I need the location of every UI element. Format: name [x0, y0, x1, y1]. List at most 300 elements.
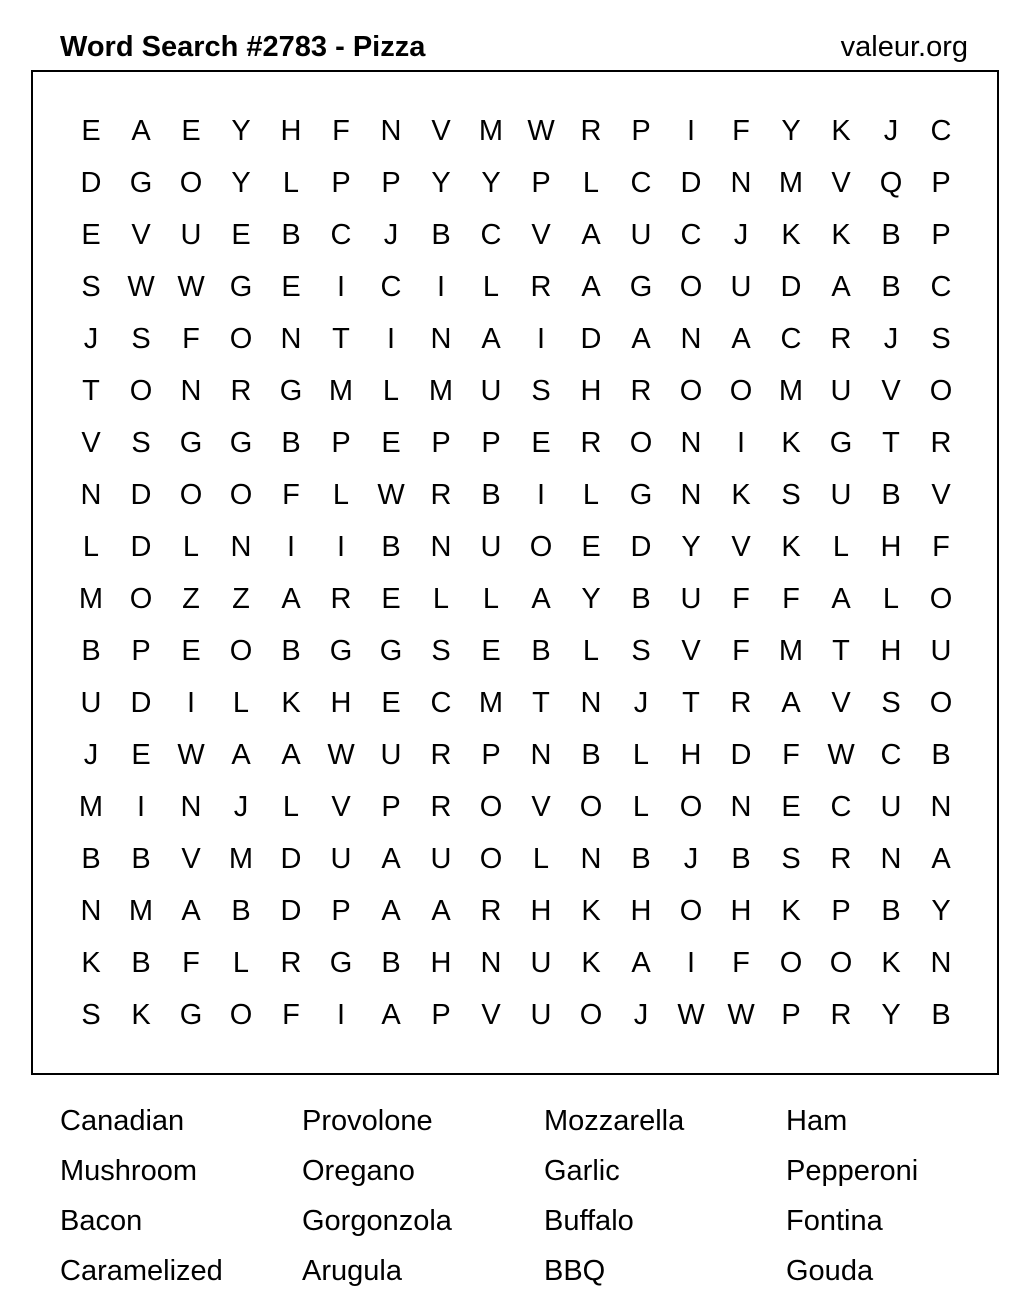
grid-letter[interactable]: V — [431, 115, 451, 147]
grid-letter[interactable]: S — [131, 323, 151, 355]
grid-letter[interactable]: O — [929, 583, 953, 615]
grid-letter[interactable]: R — [730, 687, 752, 719]
grid-letter[interactable]: H — [580, 375, 602, 407]
grid-letter[interactable]: S — [81, 999, 101, 1031]
grid-letter[interactable]: R — [830, 843, 852, 875]
grid-letter[interactable]: M — [128, 895, 154, 927]
grid-letter[interactable]: U — [430, 843, 452, 875]
grid-letter[interactable]: G — [229, 427, 253, 459]
grid-letter[interactable]: T — [832, 635, 850, 667]
grid-letter[interactable]: N — [180, 791, 202, 823]
grid-letter[interactable]: L — [432, 583, 450, 615]
grid-letter[interactable]: R — [280, 947, 302, 979]
grid-letter[interactable]: L — [232, 687, 250, 719]
grid-letter[interactable]: N — [430, 531, 452, 563]
grid-letter[interactable]: K — [781, 895, 801, 927]
grid-letter[interactable]: M — [478, 687, 504, 719]
grid-letter[interactable]: V — [881, 375, 901, 407]
grid-letter[interactable]: I — [136, 791, 146, 823]
grid-letter[interactable]: N — [480, 947, 502, 979]
grid-letter[interactable]: L — [582, 635, 600, 667]
grid-letter[interactable]: E — [481, 635, 501, 667]
grid-letter[interactable]: J — [383, 219, 399, 251]
grid-letter[interactable]: A — [831, 271, 851, 303]
grid-letter[interactable]: O — [229, 635, 253, 667]
grid-letter[interactable]: R — [330, 583, 352, 615]
grid-letter[interactable]: A — [281, 739, 301, 771]
grid-letter[interactable]: L — [882, 583, 900, 615]
grid-letter[interactable]: C — [630, 167, 652, 199]
grid-letter[interactable]: P — [381, 167, 401, 199]
grid-letter[interactable]: M — [778, 167, 804, 199]
grid-letter[interactable]: K — [581, 947, 601, 979]
grid-letter[interactable]: G — [229, 271, 253, 303]
grid-letter[interactable]: R — [580, 115, 602, 147]
grid-letter[interactable]: H — [330, 687, 352, 719]
grid-letter[interactable]: N — [530, 739, 552, 771]
grid-letter[interactable]: V — [831, 167, 851, 199]
grid-letter[interactable]: B — [381, 947, 401, 979]
grid-letter[interactable]: L — [632, 739, 650, 771]
grid-letter[interactable]: E — [581, 531, 601, 563]
grid-letter[interactable]: A — [581, 271, 601, 303]
grid-letter[interactable]: C — [480, 219, 502, 251]
grid-letter[interactable]: A — [731, 323, 751, 355]
grid-letter[interactable]: S — [781, 479, 801, 511]
grid-letter[interactable]: A — [481, 323, 501, 355]
grid-letter[interactable]: J — [83, 739, 99, 771]
grid-letter[interactable]: J — [233, 791, 249, 823]
grid-letter[interactable]: N — [880, 843, 902, 875]
grid-letter[interactable]: L — [582, 479, 600, 511]
grid-letter[interactable]: L — [482, 583, 500, 615]
grid-letter[interactable]: S — [531, 375, 551, 407]
grid-letter[interactable]: O — [129, 375, 153, 407]
grid-letter[interactable]: K — [731, 479, 751, 511]
grid-letter[interactable]: K — [581, 895, 601, 927]
grid-letter[interactable]: B — [881, 271, 901, 303]
grid-letter[interactable]: B — [931, 999, 951, 1031]
grid-letter[interactable]: L — [332, 479, 350, 511]
grid-letter[interactable]: D — [130, 479, 152, 511]
grid-letter[interactable]: W — [827, 739, 855, 771]
grid-letter[interactable]: D — [80, 167, 102, 199]
grid-letter[interactable]: B — [731, 843, 751, 875]
grid-letter[interactable]: O — [579, 791, 603, 823]
grid-letter[interactable]: E — [231, 219, 251, 251]
grid-letter[interactable]: M — [228, 843, 254, 875]
grid-letter[interactable]: R — [830, 323, 852, 355]
grid-letter[interactable]: N — [680, 427, 702, 459]
grid-letter[interactable]: H — [680, 739, 702, 771]
grid-letter[interactable]: Y — [681, 531, 701, 563]
grid-letter[interactable]: U — [380, 739, 402, 771]
grid-letter[interactable]: P — [331, 427, 351, 459]
grid-letter[interactable]: L — [282, 791, 300, 823]
grid-letter[interactable]: D — [280, 895, 302, 927]
grid-letter[interactable]: V — [931, 479, 951, 511]
grid-letter[interactable]: D — [280, 843, 302, 875]
grid-letter[interactable]: U — [530, 999, 552, 1031]
grid-letter[interactable]: N — [180, 375, 202, 407]
grid-letter[interactable]: O — [229, 479, 253, 511]
grid-letter[interactable]: I — [336, 531, 346, 563]
grid-letter[interactable]: G — [829, 427, 853, 459]
grid-letter[interactable]: C — [330, 219, 352, 251]
grid-letter[interactable]: P — [531, 167, 551, 199]
grid-letter[interactable]: U — [330, 843, 352, 875]
grid-letter[interactable]: C — [930, 271, 952, 303]
grid-letter[interactable]: F — [282, 479, 300, 511]
grid-letter[interactable]: A — [431, 895, 451, 927]
grid-letter[interactable]: P — [631, 115, 651, 147]
grid-letter[interactable]: N — [380, 115, 402, 147]
grid-letter[interactable]: F — [782, 739, 800, 771]
grid-letter[interactable]: N — [680, 323, 702, 355]
grid-letter[interactable]: Y — [481, 167, 501, 199]
grid-letter[interactable]: G — [329, 947, 353, 979]
grid-letter[interactable]: O — [929, 375, 953, 407]
grid-letter[interactable]: K — [781, 531, 801, 563]
grid-letter[interactable]: V — [81, 427, 101, 459]
grid-letter[interactable]: B — [481, 479, 501, 511]
grid-letter[interactable]: F — [732, 583, 750, 615]
grid-letter[interactable]: J — [83, 323, 99, 355]
grid-letter[interactable]: R — [930, 427, 952, 459]
grid-letter[interactable]: E — [781, 791, 801, 823]
grid-letter[interactable]: N — [730, 167, 752, 199]
grid-letter[interactable]: P — [931, 167, 951, 199]
grid-letter[interactable]: N — [230, 531, 252, 563]
grid-letter[interactable]: L — [182, 531, 200, 563]
grid-letter[interactable]: L — [482, 271, 500, 303]
grid-letter[interactable]: W — [127, 271, 155, 303]
grid-letter[interactable]: V — [481, 999, 501, 1031]
grid-letter[interactable]: B — [881, 219, 901, 251]
grid-letter[interactable]: V — [731, 531, 751, 563]
grid-letter[interactable]: E — [181, 115, 201, 147]
grid-letter[interactable]: E — [381, 427, 401, 459]
grid-letter[interactable]: R — [580, 427, 602, 459]
grid-letter[interactable]: S — [431, 635, 451, 667]
grid-letter[interactable]: A — [631, 323, 651, 355]
grid-letter[interactable]: T — [682, 687, 700, 719]
grid-letter[interactable]: J — [883, 323, 899, 355]
grid-letter[interactable]: B — [531, 635, 551, 667]
grid-letter[interactable]: C — [680, 219, 702, 251]
grid-letter[interactable]: V — [131, 219, 151, 251]
grid-letter[interactable]: K — [281, 687, 301, 719]
grid-letter[interactable]: P — [481, 427, 501, 459]
grid-letter[interactable]: D — [730, 739, 752, 771]
grid-letter[interactable]: I — [186, 687, 196, 719]
grid-letter[interactable]: A — [531, 583, 551, 615]
grid-letter[interactable]: A — [131, 115, 151, 147]
grid-letter[interactable]: H — [880, 635, 902, 667]
grid-letter[interactable]: E — [381, 687, 401, 719]
grid-letter[interactable]: V — [531, 219, 551, 251]
grid-letter[interactable]: M — [78, 583, 104, 615]
grid-letter[interactable]: L — [582, 167, 600, 199]
grid-letter[interactable]: I — [736, 427, 746, 459]
grid-letter[interactable]: L — [532, 843, 550, 875]
grid-letter[interactable]: H — [530, 895, 552, 927]
grid-letter[interactable]: Y — [931, 895, 951, 927]
grid-letter[interactable]: D — [580, 323, 602, 355]
grid-letter[interactable]: D — [780, 271, 802, 303]
grid-letter[interactable]: B — [281, 219, 301, 251]
grid-letter[interactable]: F — [182, 323, 200, 355]
grid-letter[interactable]: V — [681, 635, 701, 667]
grid-letter[interactable]: M — [778, 375, 804, 407]
grid-letter[interactable]: O — [479, 791, 503, 823]
grid-letter[interactable]: A — [281, 583, 301, 615]
grid-letter[interactable]: B — [631, 843, 651, 875]
grid-letter[interactable]: D — [130, 687, 152, 719]
grid-letter[interactable]: F — [782, 583, 800, 615]
grid-letter[interactable]: O — [229, 323, 253, 355]
grid-letter[interactable]: Y — [231, 115, 251, 147]
grid-letter[interactable]: F — [732, 947, 750, 979]
grid-letter[interactable]: Y — [781, 115, 801, 147]
grid-letter[interactable]: S — [131, 427, 151, 459]
grid-letter[interactable]: W — [327, 739, 355, 771]
grid-letter[interactable]: B — [431, 219, 451, 251]
grid-letter[interactable]: E — [81, 115, 101, 147]
grid-letter[interactable]: K — [81, 947, 101, 979]
grid-letter[interactable]: H — [730, 895, 752, 927]
grid-letter[interactable]: J — [733, 219, 749, 251]
grid-letter[interactable]: Y — [581, 583, 601, 615]
grid-letter[interactable]: B — [931, 739, 951, 771]
grid-letter[interactable]: M — [328, 375, 354, 407]
grid-letter[interactable]: J — [633, 999, 649, 1031]
grid-letter[interactable]: L — [282, 167, 300, 199]
grid-letter[interactable]: W — [177, 271, 205, 303]
grid-letter[interactable]: B — [231, 895, 251, 927]
grid-letter[interactable]: O — [779, 947, 803, 979]
grid-letter[interactable]: H — [280, 115, 302, 147]
grid-letter[interactable]: O — [579, 999, 603, 1031]
grid-letter[interactable]: V — [831, 687, 851, 719]
grid-letter[interactable]: B — [81, 635, 101, 667]
grid-letter[interactable]: M — [478, 115, 504, 147]
grid-letter[interactable]: M — [78, 791, 104, 823]
grid-letter[interactable]: I — [686, 947, 696, 979]
grid-letter[interactable]: F — [282, 999, 300, 1031]
grid-letter[interactable]: R — [530, 271, 552, 303]
grid-letter[interactable]: C — [780, 323, 802, 355]
grid-letter[interactable]: A — [581, 219, 601, 251]
grid-letter[interactable]: B — [631, 583, 651, 615]
grid-letter[interactable]: O — [529, 531, 553, 563]
grid-letter[interactable]: O — [179, 479, 203, 511]
grid-letter[interactable]: U — [480, 531, 502, 563]
grid-letter[interactable]: P — [431, 999, 451, 1031]
grid-letter[interactable]: A — [181, 895, 201, 927]
grid-letter[interactable]: F — [182, 947, 200, 979]
grid-letter[interactable]: B — [281, 635, 301, 667]
grid-letter[interactable]: O — [479, 843, 503, 875]
grid-letter[interactable]: A — [931, 843, 951, 875]
grid-letter[interactable]: B — [131, 947, 151, 979]
grid-letter[interactable]: N — [580, 687, 602, 719]
grid-letter[interactable]: N — [730, 791, 752, 823]
grid-letter[interactable]: O — [129, 583, 153, 615]
grid-letter[interactable]: S — [931, 323, 951, 355]
grid-letter[interactable]: F — [732, 635, 750, 667]
grid-letter[interactable]: U — [830, 375, 852, 407]
grid-letter[interactable]: T — [532, 687, 550, 719]
grid-letter[interactable]: M — [428, 375, 454, 407]
grid-letter[interactable]: U — [530, 947, 552, 979]
grid-letter[interactable]: I — [286, 531, 296, 563]
grid-letter[interactable]: I — [336, 999, 346, 1031]
grid-letter[interactable]: A — [381, 895, 401, 927]
grid-letter[interactable]: P — [381, 791, 401, 823]
grid-letter[interactable]: B — [131, 843, 151, 875]
grid-letter[interactable]: B — [381, 531, 401, 563]
grid-letter[interactable]: R — [430, 791, 452, 823]
grid-letter[interactable]: W — [677, 999, 705, 1031]
grid-letter[interactable]: O — [729, 375, 753, 407]
grid-letter[interactable]: B — [81, 843, 101, 875]
grid-letter[interactable]: G — [629, 479, 653, 511]
grid-letter[interactable]: S — [881, 687, 901, 719]
grid-letter[interactable]: B — [881, 895, 901, 927]
grid-letter[interactable]: D — [630, 531, 652, 563]
grid-letter[interactable]: T — [82, 375, 100, 407]
grid-letter[interactable]: K — [831, 115, 851, 147]
grid-letter[interactable]: V — [181, 843, 201, 875]
grid-letter[interactable]: C — [880, 739, 902, 771]
grid-letter[interactable]: O — [679, 791, 703, 823]
grid-letter[interactable]: T — [332, 323, 350, 355]
grid-letter[interactable]: N — [280, 323, 302, 355]
grid-letter[interactable]: F — [332, 115, 350, 147]
grid-letter[interactable]: A — [381, 999, 401, 1031]
grid-letter[interactable]: K — [881, 947, 901, 979]
grid-letter[interactable]: C — [930, 115, 952, 147]
grid-letter[interactable]: P — [781, 999, 801, 1031]
grid-letter[interactable]: R — [430, 739, 452, 771]
grid-letter[interactable]: Q — [879, 167, 903, 199]
grid-letter[interactable]: C — [430, 687, 452, 719]
grid-letter[interactable]: E — [381, 583, 401, 615]
grid-letter[interactable]: P — [331, 167, 351, 199]
grid-letter[interactable]: H — [430, 947, 452, 979]
grid-letter[interactable]: L — [82, 531, 100, 563]
grid-letter[interactable]: R — [830, 999, 852, 1031]
grid-letter[interactable]: Z — [182, 583, 200, 615]
grid-letter[interactable]: L — [232, 947, 250, 979]
grid-letter[interactable]: W — [727, 999, 755, 1031]
grid-letter[interactable]: L — [632, 791, 650, 823]
grid-letter[interactable]: S — [781, 843, 801, 875]
grid-letter[interactable]: Y — [881, 999, 901, 1031]
grid-letter[interactable]: H — [880, 531, 902, 563]
grid-letter[interactable]: O — [829, 947, 853, 979]
grid-letter[interactable]: H — [630, 895, 652, 927]
grid-letter[interactable]: L — [832, 531, 850, 563]
grid-letter[interactable]: I — [536, 479, 546, 511]
grid-letter[interactable]: K — [131, 999, 151, 1031]
grid-letter[interactable]: P — [831, 895, 851, 927]
grid-letter[interactable]: T — [882, 427, 900, 459]
grid-letter[interactable]: R — [630, 375, 652, 407]
grid-letter[interactable]: P — [481, 739, 501, 771]
grid-letter[interactable]: S — [631, 635, 651, 667]
grid-letter[interactable]: A — [631, 947, 651, 979]
grid-letter[interactable]: V — [331, 791, 351, 823]
grid-letter[interactable]: U — [730, 271, 752, 303]
grid-letter[interactable]: O — [179, 167, 203, 199]
grid-letter[interactable]: P — [431, 427, 451, 459]
grid-letter[interactable]: A — [231, 739, 251, 771]
grid-letter[interactable]: Y — [431, 167, 451, 199]
grid-letter[interactable]: R — [230, 375, 252, 407]
grid-letter[interactable]: K — [781, 427, 801, 459]
grid-letter[interactable]: B — [581, 739, 601, 771]
grid-letter[interactable]: E — [81, 219, 101, 251]
grid-letter[interactable]: G — [379, 635, 403, 667]
grid-letter[interactable]: U — [830, 479, 852, 511]
grid-letter[interactable]: P — [131, 635, 151, 667]
grid-letter[interactable]: U — [880, 791, 902, 823]
grid-letter[interactable]: U — [680, 583, 702, 615]
grid-letter[interactable]: Y — [231, 167, 251, 199]
grid-letter[interactable]: A — [831, 583, 851, 615]
grid-letter[interactable]: I — [686, 115, 696, 147]
grid-letter[interactable]: C — [380, 271, 402, 303]
grid-letter[interactable]: B — [281, 427, 301, 459]
grid-letter[interactable]: O — [629, 427, 653, 459]
grid-letter[interactable]: I — [436, 271, 446, 303]
grid-letter[interactable]: N — [80, 895, 102, 927]
grid-letter[interactable]: N — [680, 479, 702, 511]
grid-letter[interactable]: P — [331, 895, 351, 927]
grid-letter[interactable]: M — [778, 635, 804, 667]
grid-letter[interactable]: O — [229, 999, 253, 1031]
grid-letter[interactable]: E — [531, 427, 551, 459]
grid-letter[interactable]: D — [680, 167, 702, 199]
grid-letter[interactable]: G — [279, 375, 303, 407]
grid-letter[interactable]: U — [930, 635, 952, 667]
grid-letter[interactable]: G — [179, 999, 203, 1031]
grid-letter[interactable]: R — [480, 895, 502, 927]
grid-letter[interactable]: F — [732, 115, 750, 147]
grid-letter[interactable]: O — [679, 895, 703, 927]
grid-letter[interactable]: G — [329, 635, 353, 667]
grid-letter[interactable]: F — [932, 531, 950, 563]
grid-letter[interactable]: W — [177, 739, 205, 771]
grid-letter[interactable]: A — [381, 843, 401, 875]
grid-letter[interactable]: I — [536, 323, 546, 355]
grid-letter[interactable]: K — [781, 219, 801, 251]
grid-letter[interactable]: B — [881, 479, 901, 511]
grid-letter[interactable]: G — [629, 271, 653, 303]
grid-letter[interactable]: S — [81, 271, 101, 303]
grid-letter[interactable]: N — [930, 947, 952, 979]
grid-letter[interactable]: P — [931, 219, 951, 251]
grid-letter[interactable]: J — [883, 115, 899, 147]
grid-letter[interactable]: A — [781, 687, 801, 719]
grid-letter[interactable]: U — [80, 687, 102, 719]
grid-letter[interactable]: D — [130, 531, 152, 563]
grid-letter[interactable]: W — [377, 479, 405, 511]
grid-letter[interactable]: N — [930, 791, 952, 823]
grid-letter[interactable]: G — [129, 167, 153, 199]
